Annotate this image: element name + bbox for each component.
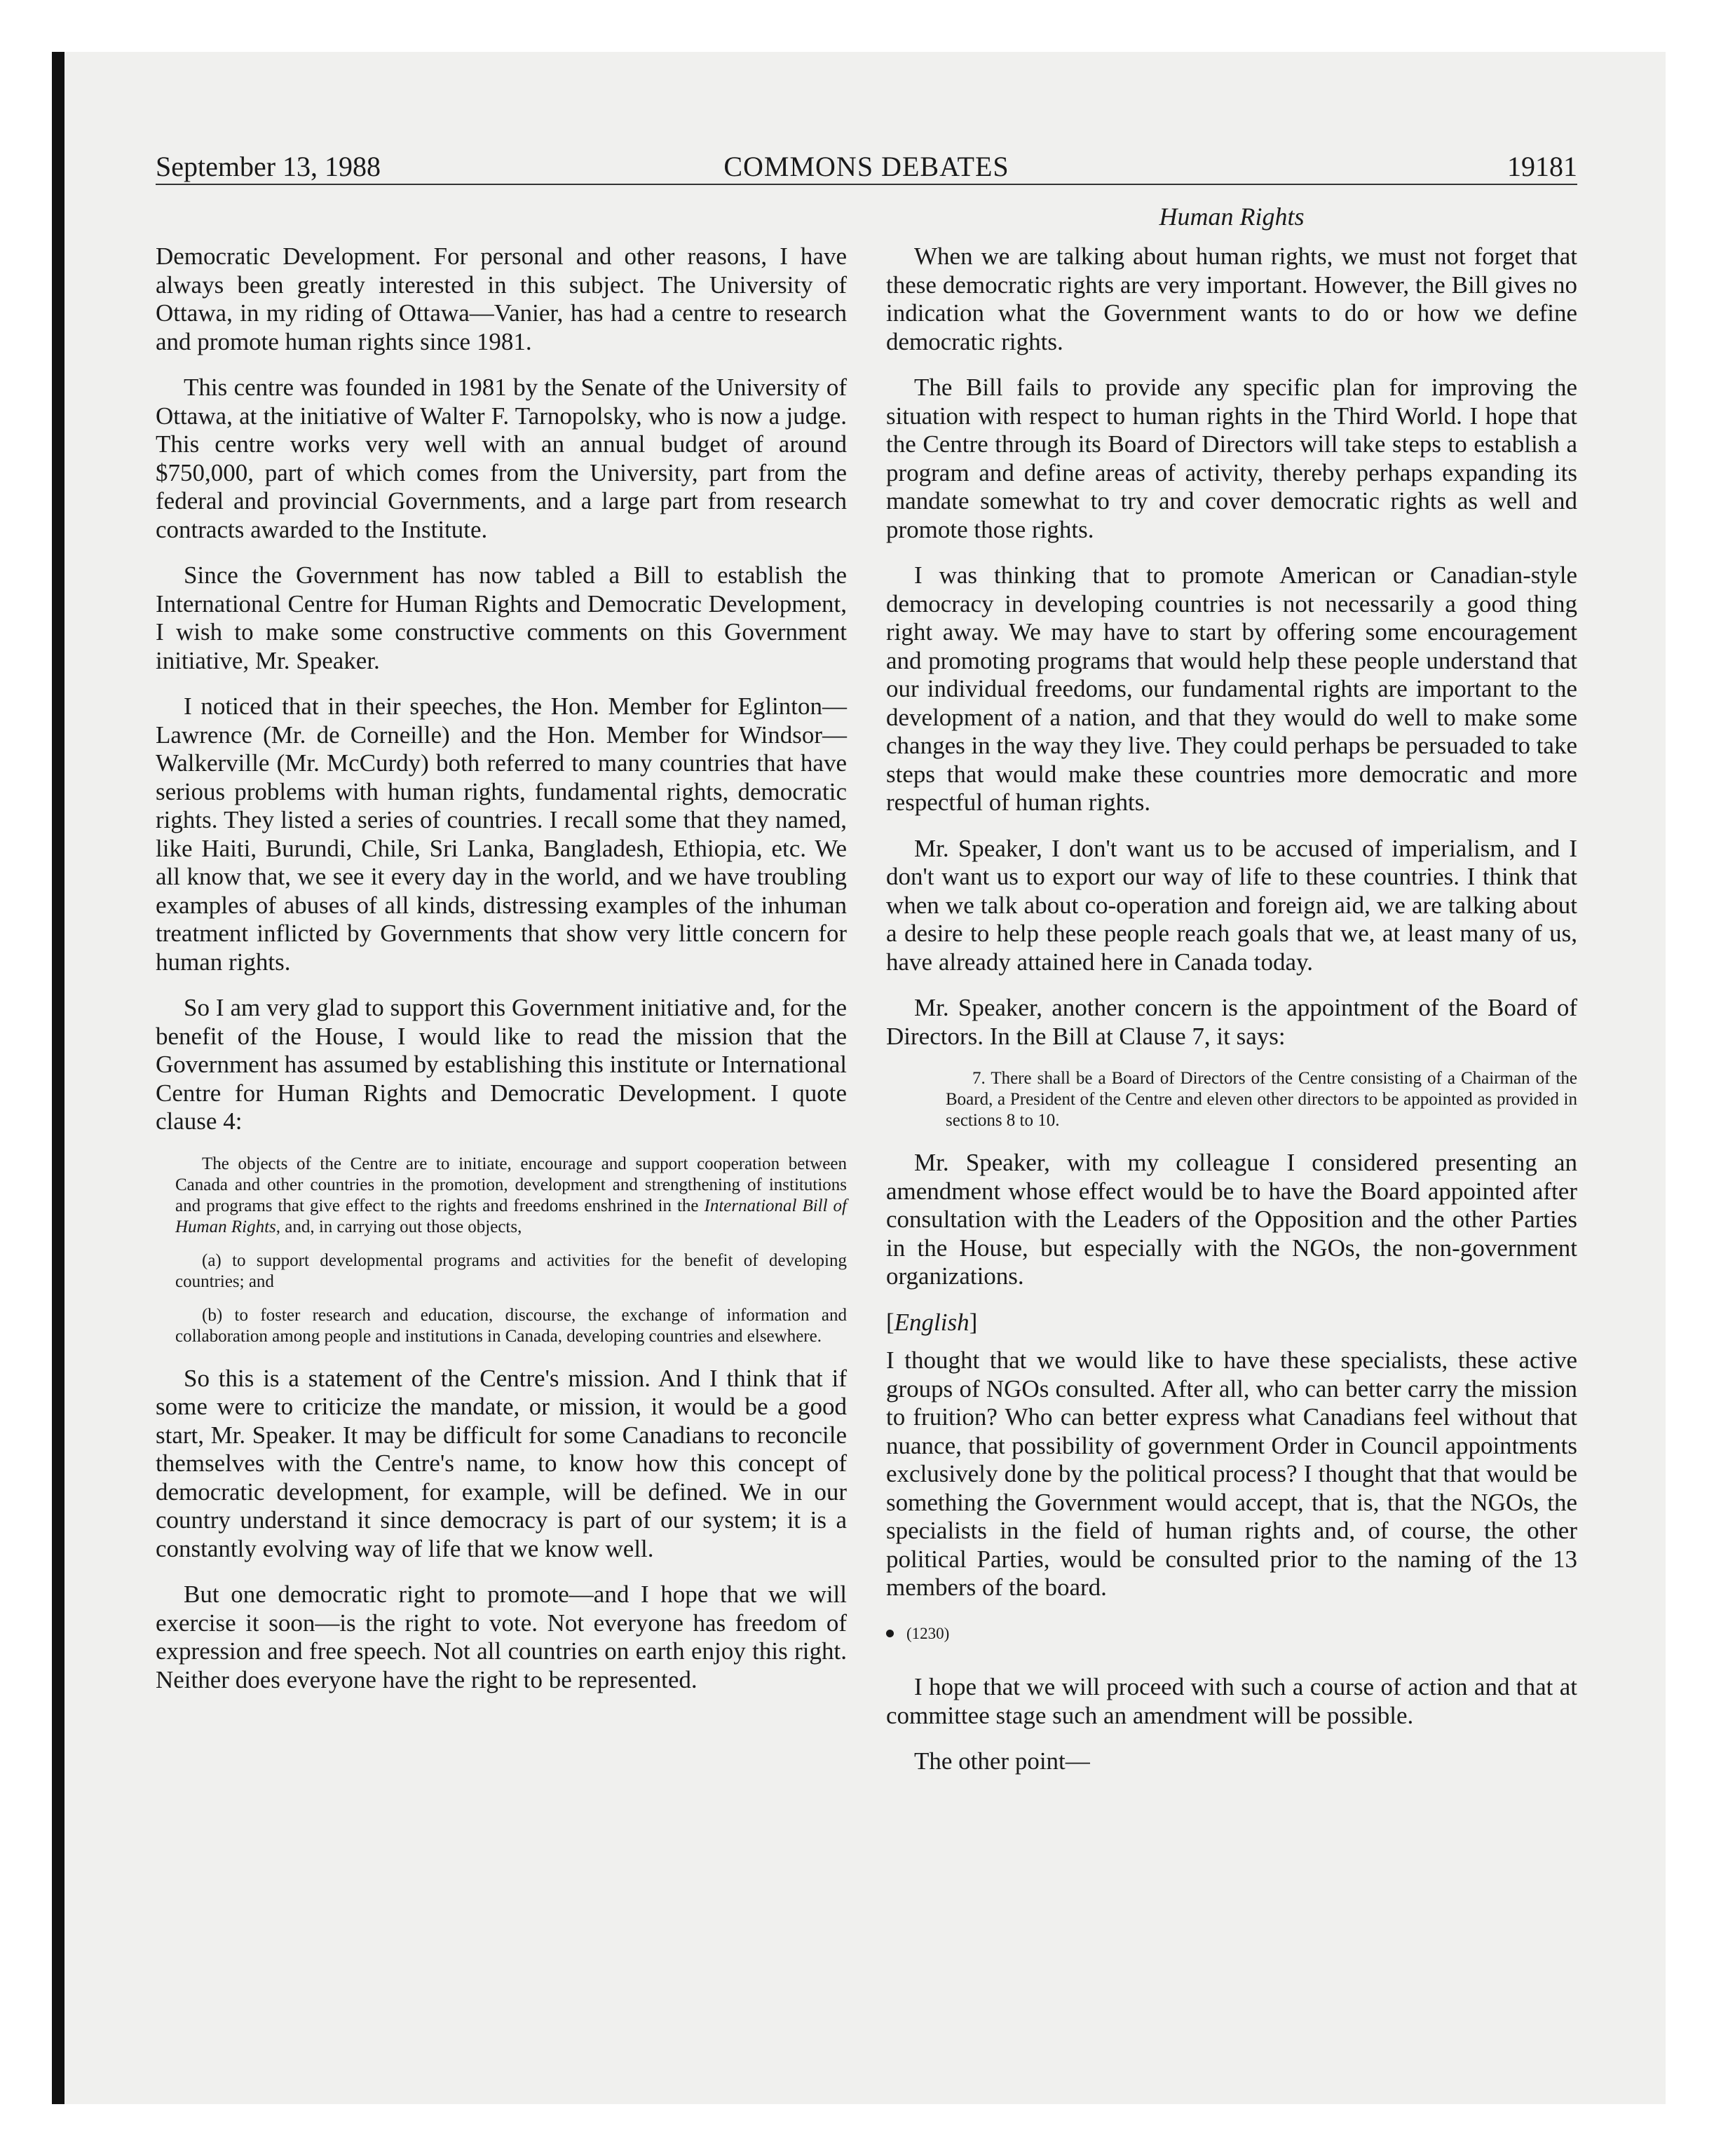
- language-tag-text: English: [894, 1308, 969, 1336]
- section-heading: Human Rights: [1159, 203, 1305, 231]
- quote-paragraph: [175, 1154, 847, 1238]
- header-page-number: 19181: [1507, 151, 1577, 182]
- quote-paragraph: (b) to foster research and education, discourse, the exchange of information and collaboration among people and institutions in Canada, developing countries and elsewhere.: [175, 1305, 847, 1346]
- paragraph: The other point—: [914, 1747, 1090, 1775]
- paragraph: When we are talking about human rights, we must not forget that these democratic rights are very important. However, the Bill gives no indication what the Government wants to do or how we define democratic rights.: [886, 243, 1577, 355]
- quoted-clause-7: [886, 1068, 1577, 1131]
- paragraph: The Bill fails to provide any specific plan for improving the situation with respect to human rights in the Third World. I hope that the Centre through its Board of Directors will take steps to establish a program and define areas of activity, thereby perhaps expanding its mandate somewhat to try and cover democratic rights as well and promote those rights.: [886, 374, 1577, 543]
- quote-italic-title: International Bill of Human Rights: [175, 1196, 847, 1236]
- bullet-icon: [886, 1630, 894, 1637]
- quote-text: The objects of the Centre are to initiate, encourage and support cooperation between Canada and other countries in the promotion, development and strengthening of institutions and programs that give effect to the rights and freedoms enshrined in the: [175, 1154, 847, 1215]
- paragraph: Mr. Speaker, another concern is the appointment of the Board of Directors. In the Bill at Clause 7, it says:: [886, 994, 1577, 1050]
- quoted-clause-4: [156, 1154, 847, 1347]
- paragraph: I noticed that in their speeches, the Hon. Member for Eglinton—Lawrence (Mr. de Corneille) and the Hon. Member for Windsor—Walkerville (Mr. McCurdy) both referred to many countries that have serious problems with human rights, fundamental rights, democratic rights. They listed a series of countries. I recall some that they named, like Haiti, Burundi, Chile, Sri Lanka, Bangladesh, Ethiopia, etc. We all know that, we see it every day in the world, and we have troubling examples of abuses of all kinds, distressing examples of the inhuman treatment inflicted by Governments that show very little concern for human rights.: [156, 692, 847, 976]
- quote-text: , and, in carrying out those objects,: [275, 1217, 522, 1236]
- quote-paragraph: 7. There shall be a Board of Directors of the Centre consisting of a Chairman of the Board, a President of the Centre and eleven other directors to be appointed as provided in sections 8 to 10.: [946, 1069, 1577, 1130]
- header-date: September 13, 1988: [156, 151, 381, 182]
- paragraph: This centre was founded in 1981 by the Senate of the University of Ottawa, at the initiative of Walter F. Tarnopolsky, who is now a judge. This centre works very well with an annual budget of around $750,000, part of which comes from the University, part from the federal and provincial Governments, and a large part from research contracts awarded to the Institute.: [156, 374, 847, 543]
- left-column: [156, 243, 847, 1712]
- paragraph: So this is a statement of the Centre's mission. And I think that if some were to criticize the mandate, or mission, it would be a good start, Mr. Speaker. It may be difficult for some Canadians to reconcile themselves with the Centre's name, to know how this concept of democratic development, for example, will be defined. We in our country understand it since democracy is part of our system; it is a constantly evolving way of life that we know well.: [156, 1364, 847, 1562]
- header-publication: COMMONS DEBATES: [723, 151, 1009, 182]
- right-column: [886, 243, 1577, 1794]
- time-marker: [886, 1620, 1577, 1649]
- paragraph: But one democratic right to promote—and I hope that we will exercise it soon—is the right to vote. Not everyone has freedom of expression and free speech. Not all countries on earth enjoy this right. Neither does everyone have the right to be represented.: [156, 1581, 847, 1693]
- paragraph: Mr. Speaker, I don't want us to be accused of imperialism, and I don't want us to export our way of life to these countries. I think that when we talk about co-operation and foreign aid, we are talking about a desire to help these people reach goals that we, at least many of us, have already attained here in Canada today.: [886, 834, 1577, 976]
- paragraph: I hope that we will proceed with such a course of action and that at committee stage such an amendment will be possible.: [886, 1673, 1577, 1729]
- language-tag: [English]: [886, 1308, 978, 1336]
- quote-paragraph: (a) to support developmental programs and activities for the benefit of developing countries; and: [175, 1250, 847, 1291]
- page-header: [156, 144, 1577, 185]
- paragraph: Democratic Development. For personal and other reasons, I have always been greatly interested in this subject. The University of Ottawa, in my riding of Ottawa—Vanier, has had a centre to research and promote human rights since 1981.: [156, 243, 847, 355]
- paragraph: I thought that we would like to have these specialists, these active groups of NGOs consulted. After all, who can better carry the mission to fruition? Who can better express what Canadians feel without that nuance, that possibility of government Order in Council appointments exclusively done by the political process? I thought that that would be something the Government would accept, that is, that the NGOs, the specialists in the field of human rights and, of course, the other political Parties, would be consulted prior to the naming of the 13 members of the board.: [886, 1346, 1577, 1601]
- paragraph: So I am very glad to support this Government initiative and, for the benefit of the House, I would like to read the mission that the Government has assumed by establishing this institute or International Centre for Human Rights and Democratic Development. I quote clause 4:: [156, 994, 847, 1135]
- paragraph: I was thinking that to promote American or Canadian-style democracy in developing countries is not necessarily a good thing right away. We may have to start by offering some encouragement and promoting programs that would help these people understand that our individual freedoms, our fundamental rights are important to the development of a nation, and that they would do well to make some changes in the way they live. They could perhaps be persuaded to take steps that would make these countries more democratic and more respectful of human rights.: [886, 561, 1577, 816]
- time-marker-text: (1230): [906, 1624, 950, 1642]
- paragraph: Since the Government has now tabled a Bill to establish the International Centre for Human Rights and Democratic Development, I wish to make some constructive comments on this Government initiative, Mr. Speaker.: [156, 561, 847, 674]
- paragraph: Mr. Speaker, with my colleague I considered presenting an amendment whose effect would be to have the Board appointed after consultation with the Leaders of the Opposition and the other Parties in the House, but especially with the NGOs, the non-government organizations.: [886, 1149, 1577, 1290]
